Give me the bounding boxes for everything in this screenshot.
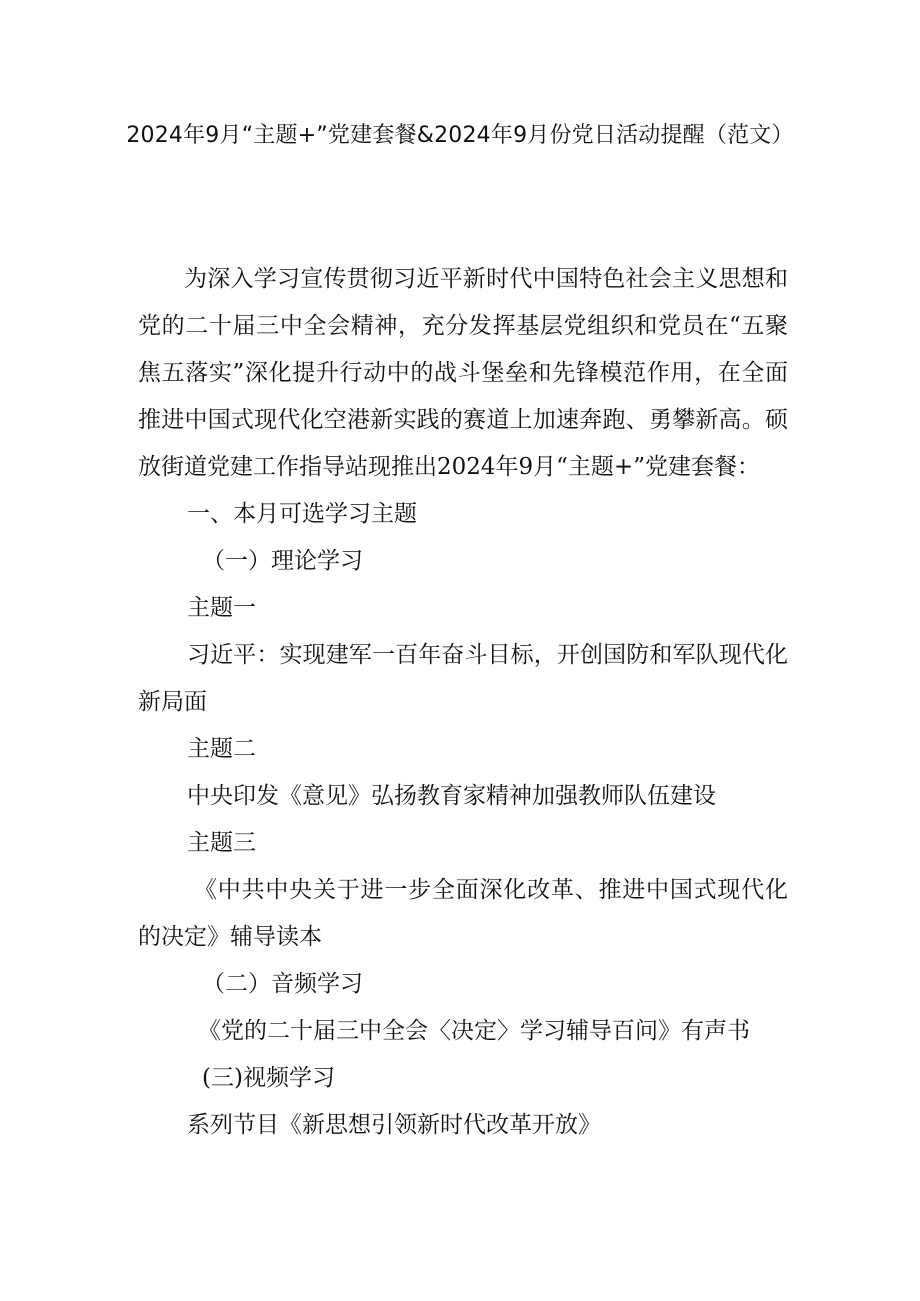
document-body — [138, 256, 788, 1149]
sub-heading-video: (三)视频学习 — [202, 1065, 335, 1091]
topic-three-label: 主题三 — [187, 830, 256, 856]
intro-paragraph: 为深入学习宣传贯彻习近平新时代中国特色社会主义思想和党的二十届三中全会精神，充分发挥基层党组织和党员在“五聚焦五落实”深化提升行动中的战斗堡垒和先锋模范作用，在全面推进中国式现代化空港新实践的赛道上加速奔跑、勇攀新高。硕放街道党建工作指导站现推出2024年9月“主题+”党建套餐： — [138, 266, 788, 480]
audio-text: 《党的二十届三中全会〈决定〉学习辅导百问》有声书 — [198, 1018, 750, 1044]
topic-two-text: 中央印发《意见》弘扬教育家精神加强教师队伍建设 — [187, 783, 716, 809]
topic-three-text: 《中共中央关于进一步全面深化改革、推进中国式现代化的决定》辅导读本 — [138, 877, 788, 950]
sub-heading-audio: （二）音频学习 — [202, 971, 363, 997]
sub-heading-theory: （一）理论学习 — [202, 548, 363, 574]
section-one-heading: 一、本月可选学习主题 — [187, 501, 417, 527]
topic-two-label: 主题二 — [187, 736, 256, 762]
document-title: 2024年9月“主题+”党建套餐&2024年9月份党日活动提醒（范文） — [126, 123, 794, 148]
video-text: 系列节目《新思想引领新时代改革开放》 — [187, 1112, 601, 1138]
topic-one-text: 习近平：实现建军一百年奋斗目标，开创国防和军队现代化新局面 — [138, 642, 788, 715]
topic-one-label: 主题一 — [187, 595, 256, 621]
